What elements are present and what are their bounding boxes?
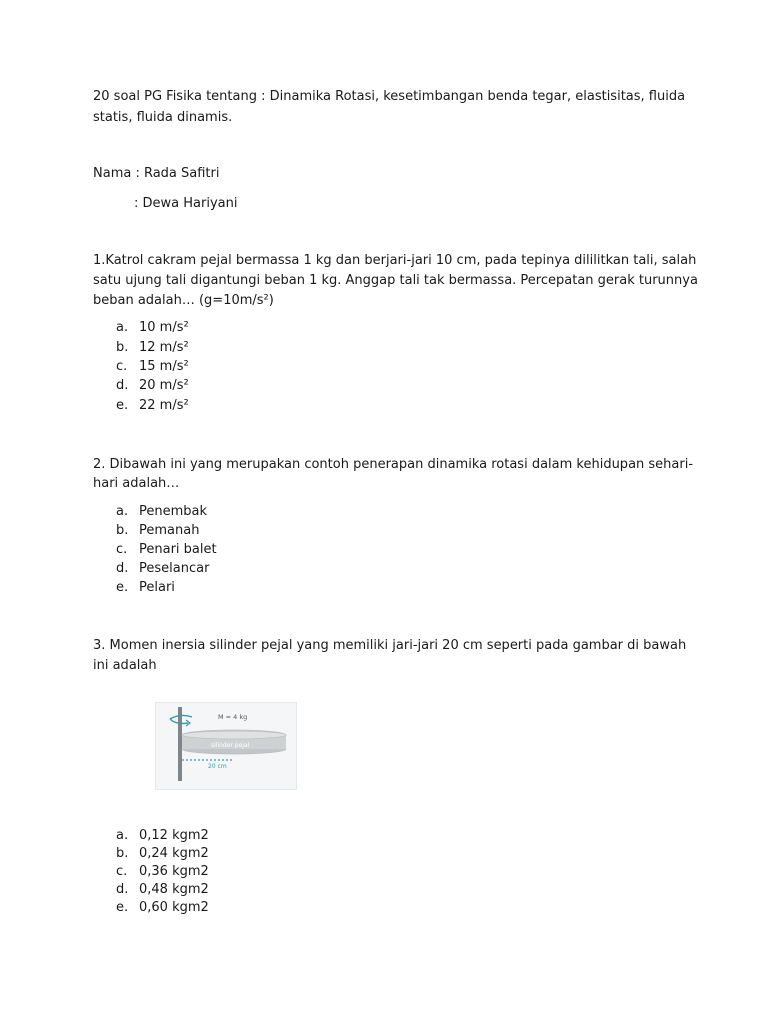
cylinder-label: silinder pejal xyxy=(211,742,250,749)
q1-option-b-letter: b. xyxy=(116,340,129,355)
q3-option-e-letter: e. xyxy=(116,900,129,915)
document-title-line-2: statis, fluida dinamis. xyxy=(93,110,233,125)
q1-option-d-letter: d. xyxy=(116,378,129,393)
q1-option-a-text: 10 m/s² xyxy=(139,320,189,335)
q1-option-c-letter: c. xyxy=(116,359,128,374)
question-3-line-1: 3. Momen inersia silinder pejal yang memiliki jari-jari 20 cm seperti pada gambar di bawah xyxy=(93,638,687,653)
q2-option-d-text: Peselancar xyxy=(139,561,210,576)
q2-option-c-letter: c. xyxy=(116,542,128,557)
author-name-1: Nama : Rada Safitri xyxy=(93,166,220,181)
document-title-line-1: 20 soal PG Fisika tentang : Dinamika Rotasi, kesetimbangan benda tegar, elastisitas, fluida xyxy=(93,89,686,104)
q2-option-a-text: Penembak xyxy=(139,504,208,519)
q2-option-b-letter: b. xyxy=(116,523,129,538)
radius-label: 20 cm xyxy=(208,763,227,770)
q1-option-c-text: 15 m/s² xyxy=(139,359,189,374)
question-1-line-1: 1.Katrol cakram pejal bermassa 1 kg dan berjari-jari 10 cm, pada tepinya dililitkan tali, salah xyxy=(93,253,697,268)
q2-option-d-letter: d. xyxy=(116,561,129,576)
q3-option-e-text: 0,60 kgm2 xyxy=(139,900,209,915)
q2-option-e-text: Pelari xyxy=(139,580,175,595)
q3-option-a-letter: a. xyxy=(116,828,129,843)
question-3-line-2: ini adalah xyxy=(93,658,157,673)
q2-option-c-text: Penari balet xyxy=(139,542,217,557)
q3-option-c-text: 0,36 kgm2 xyxy=(139,864,209,879)
q1-option-e-letter: e. xyxy=(116,398,129,413)
q3-option-d-letter: d. xyxy=(116,882,129,897)
question-2-line-2: hari adalah… xyxy=(93,476,180,491)
question-1-line-3: beban adalah… (g=10m/s²) xyxy=(93,293,274,308)
question-1-line-2: satu ujung tali digantungi beban 1 kg. Anggap tali tak bermassa. Percepatan gerak turunnya xyxy=(93,273,698,288)
q3-option-d-text: 0,48 kgm2 xyxy=(139,882,209,897)
q3-option-b-letter: b. xyxy=(116,846,129,861)
solid-cylinder-figure xyxy=(155,702,297,790)
q3-option-a-text: 0,12 kgm2 xyxy=(139,828,209,843)
q3-option-b-text: 0,24 kgm2 xyxy=(139,846,209,861)
rotation-axis-rod xyxy=(178,707,182,781)
q1-option-d-text: 20 m/s² xyxy=(139,378,189,393)
q3-option-c-letter: c. xyxy=(116,864,128,879)
author-name-2: : Dewa Hariyani xyxy=(134,196,238,211)
q2-option-b-text: Pemanah xyxy=(139,523,200,538)
q1-option-b-text: 12 m/s² xyxy=(139,340,189,355)
q1-option-a-letter: a. xyxy=(116,320,129,335)
q2-option-e-letter: e. xyxy=(116,580,129,595)
solid-cylinder-diagram xyxy=(156,703,296,789)
q1-option-e-text: 22 m/s² xyxy=(139,398,189,413)
question-2-line-1: 2. Dibawah ini yang merupakan contoh penerapan dinamika rotasi dalam kehidupan sehari- xyxy=(93,457,694,472)
q2-option-a-letter: a. xyxy=(116,504,129,519)
mass-label: M = 4 kg xyxy=(218,713,248,721)
